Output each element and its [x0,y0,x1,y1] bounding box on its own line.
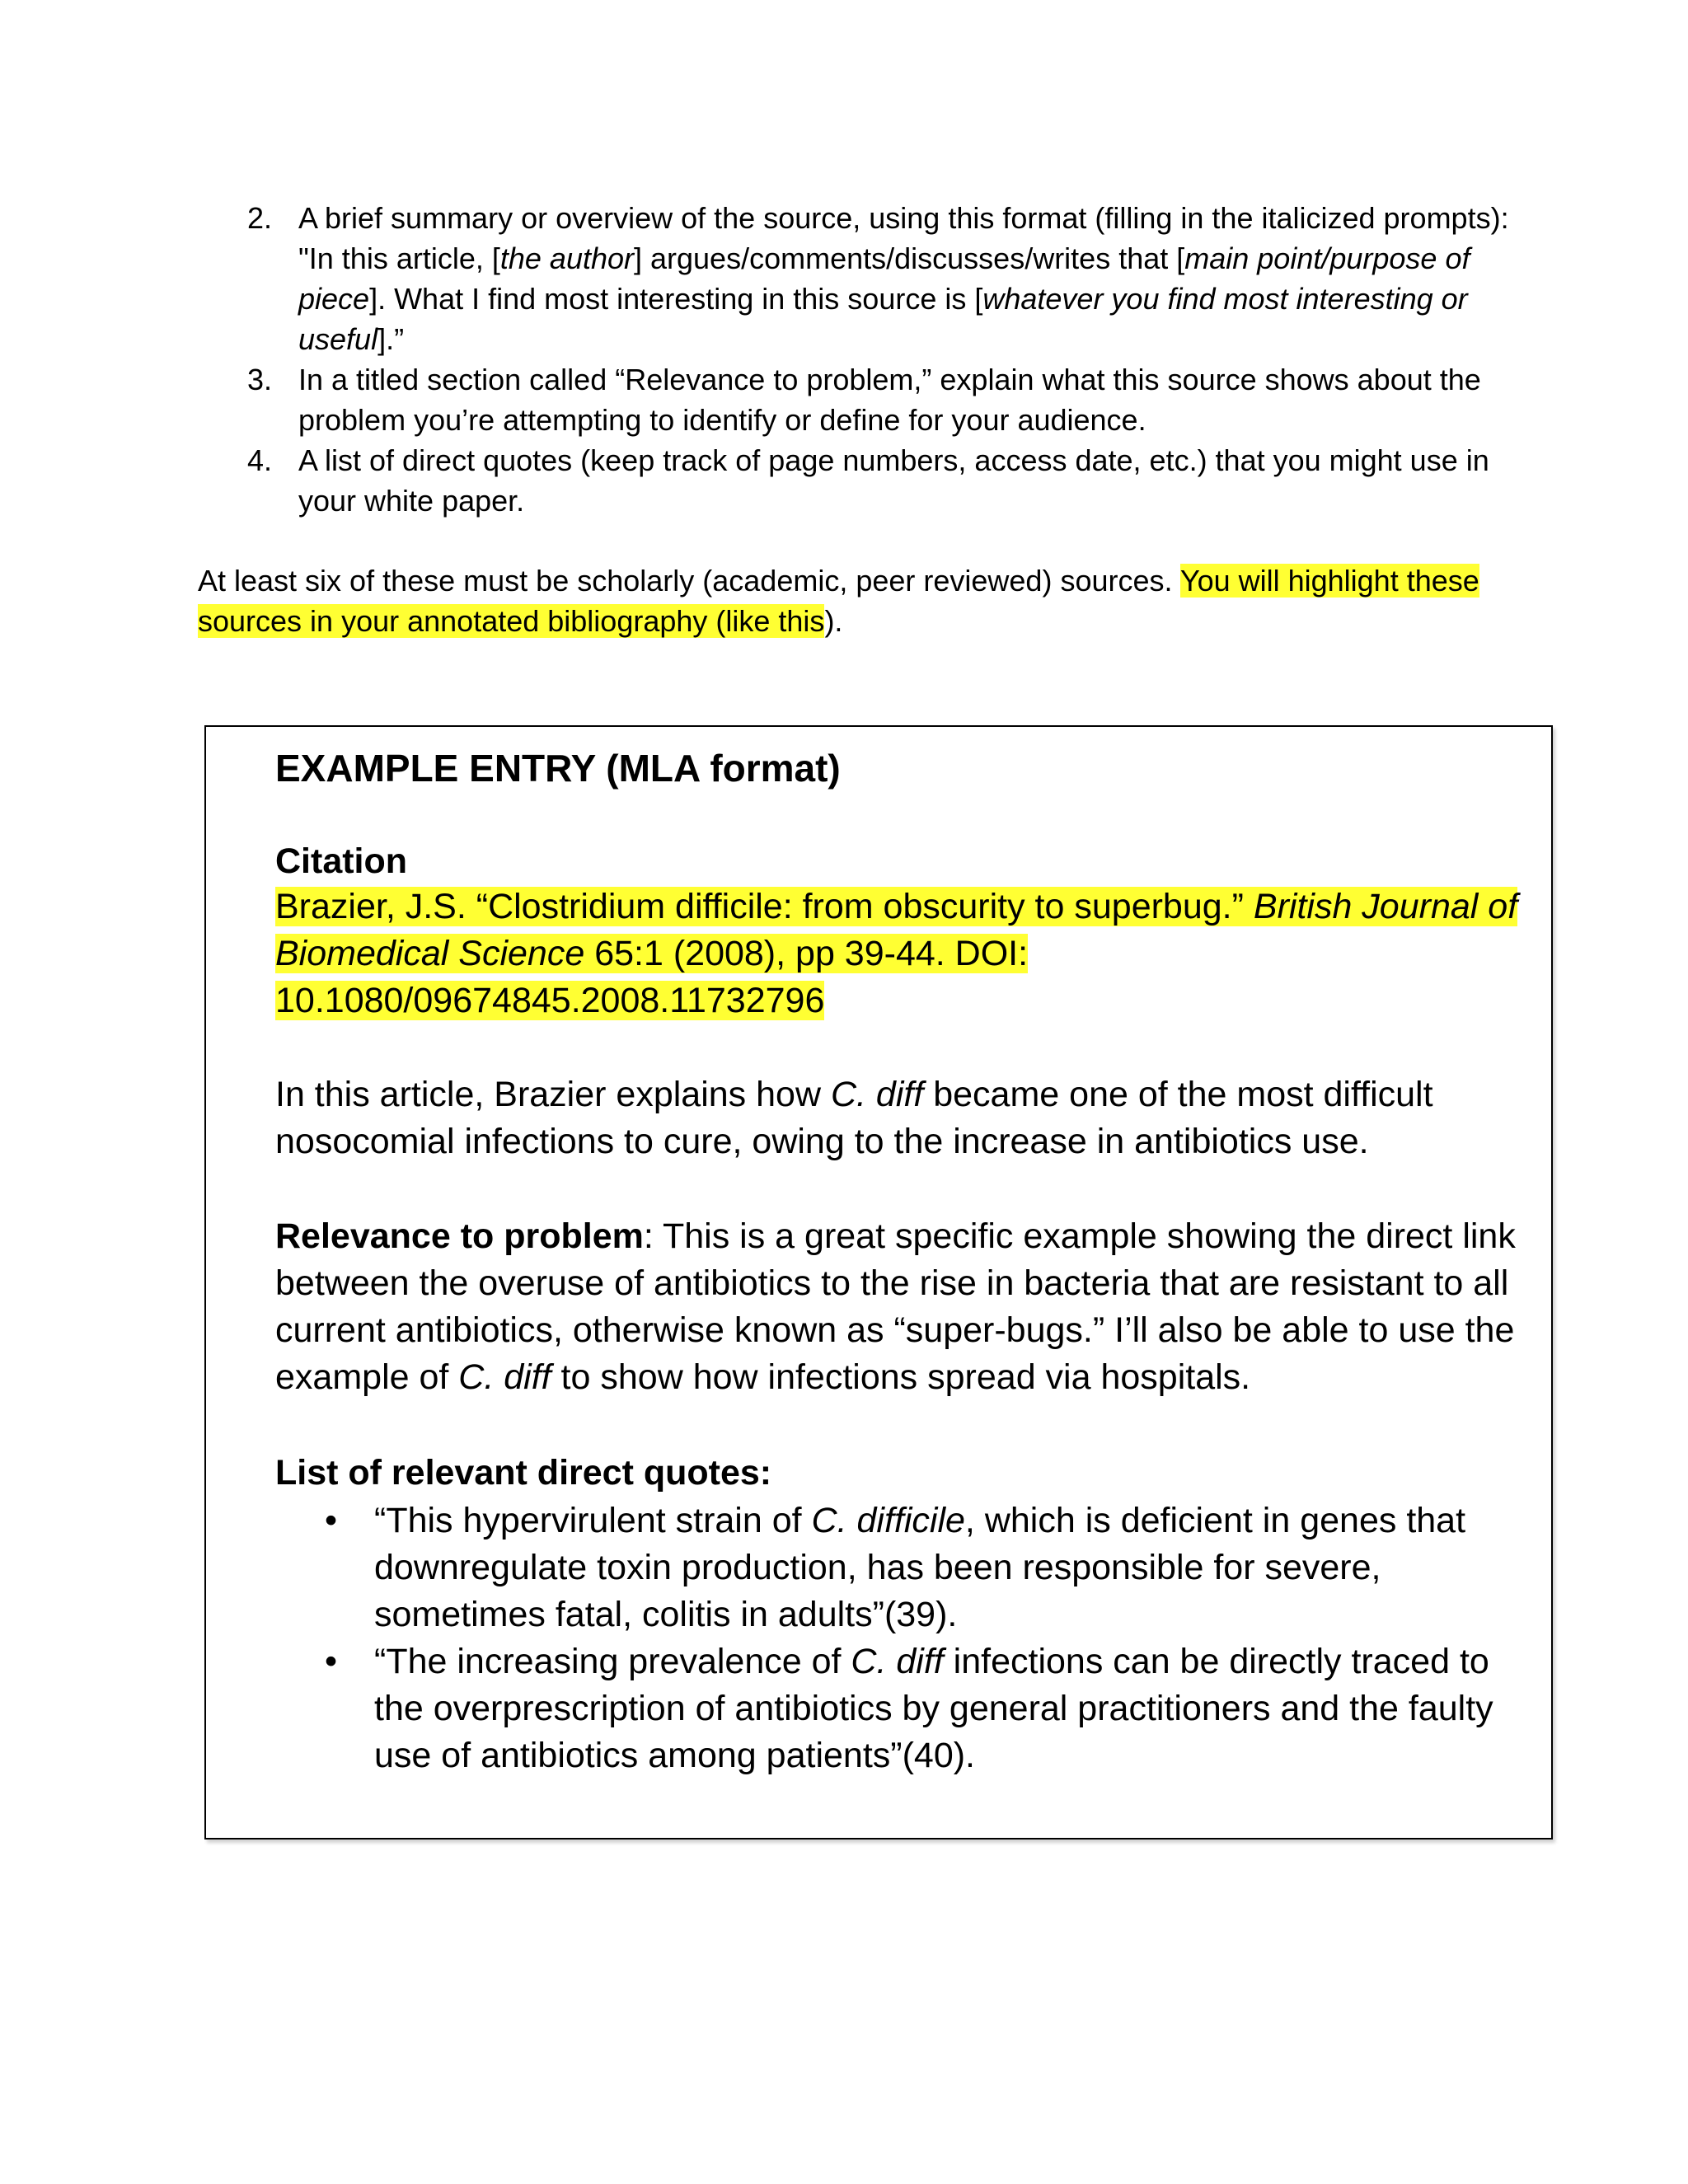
list-item: 4. A list of direct quotes (keep track of page numbers, access date, etc.) that you might use in your white paper. [239,440,1541,521]
example-entry-box [204,725,1553,1840]
list-item: 3. In a titled section called “Relevance to problem,” explain what this source shows about the problem you’re attempting to identify or define for your audience. [239,359,1541,440]
list-number: 4. [247,443,273,477]
scholarly-sources-paragraph: At least six of these must be scholarly (academic, peer reviewed) sources. You will highlight these sources in your annotated bibliography (like this). [198,564,1479,638]
quotes-list [275,1497,1536,1779]
example-title: EXAMPLE ENTRY (MLA format) [275,747,841,790]
quotes-heading: List of relevant direct quotes: [275,1453,772,1493]
quote-item: • “This hypervirulent strain of C. difficile, which is deficient in genes that downregulate toxin production, has been responsible for severe, sometimes fatal, colitis in adults”(39). [275,1497,1536,1638]
bullet-icon: • [325,1642,338,1681]
list-item: 2. A brief summary or overview of the source, using this format (filling in the italicized prompts): "In this article, [the author] argues/comments/discusses/writes that [main point/purpose of piece]. What I find most interesting in this source is [whatever you find most interesting or useful].” [239,198,1541,359]
list-number: 3. [247,363,273,396]
bullet-icon: • [325,1501,338,1540]
quote-item: • “The increasing prevalence of C. diff infections can be directly traced to the overprescription of antibiotics by general practitioners and the faulty use of antibiotics among patients”(40). [275,1638,1536,1779]
list-number: 2. [247,201,273,235]
instruction-list [239,198,1541,521]
citation-heading: Citation [275,841,408,881]
highlighted-text: You will highlight these sources in your annotated bibliography (like this [198,564,1479,638]
citation-text: Brazier, J.S. “Clostridium difficile: from obscurity to superbug.” British Journal of Biomedical Science 65:1 (2008), pp 39-44. DOI: 10.1080/09674845.2008.11732796 [275,887,1518,1020]
relevance-label: Relevance to problem [275,1216,644,1256]
summary-paragraph: In this article, Brazier explains how C. diff became one of the most difficult nosocomial infections to cure, owing to the increase in antibiotics use. [275,1075,1433,1161]
relevance-paragraph: Relevance to problem: This is a great specific example showing the direct link between the overuse of antibiotics to the rise in bacteria that are resistant to all current antibiotics, otherwise known as “super-bugs.” I’ll also be able to use the example of C. diff to show how infections spread via hospitals. [275,1216,1516,1397]
